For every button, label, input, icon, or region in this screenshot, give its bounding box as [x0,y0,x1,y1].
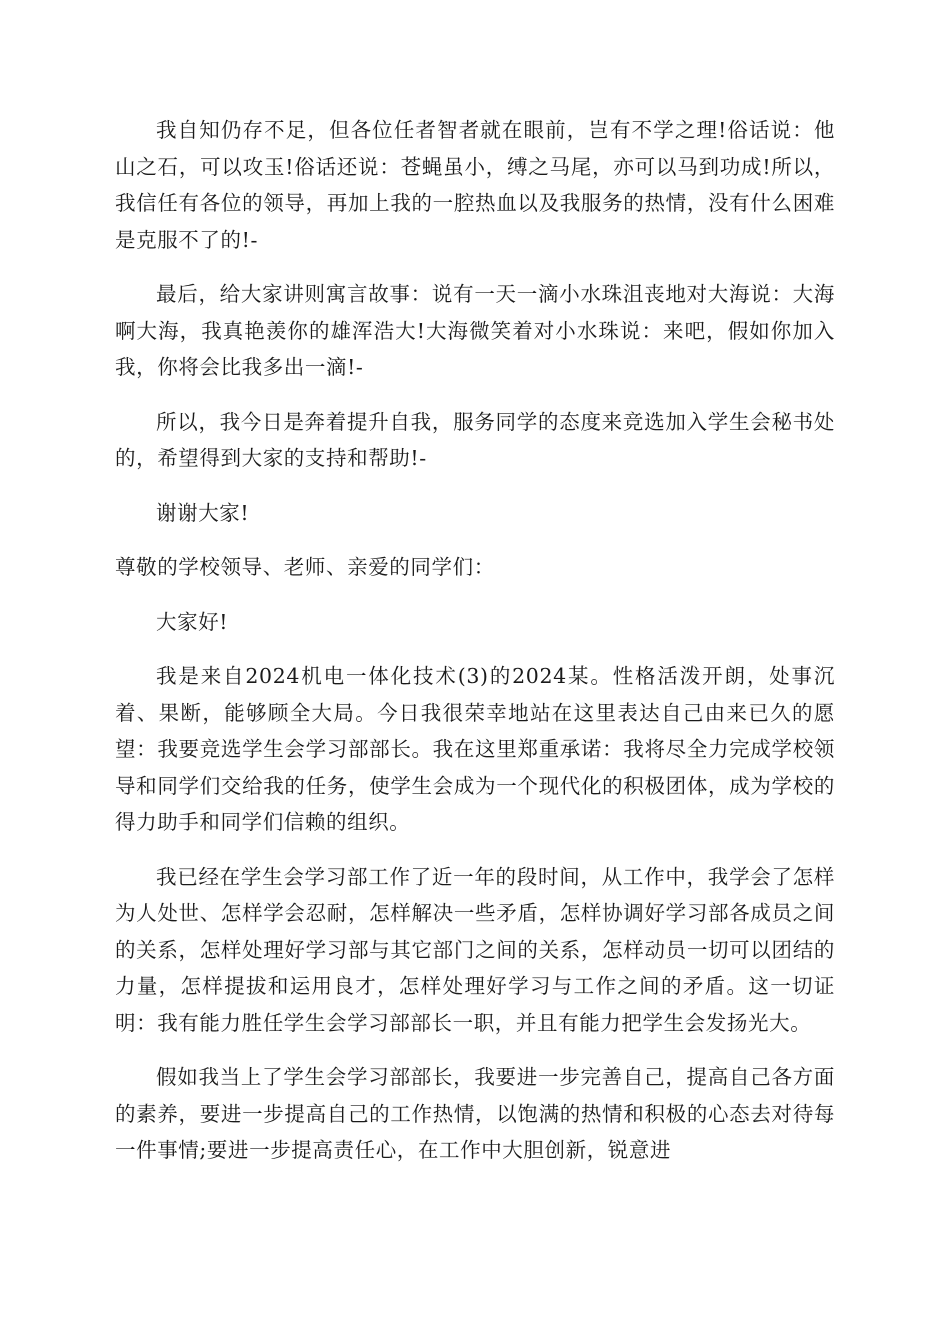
paragraph-salutation: 尊敬的学校领导、老师、亲爱的同学们： [115,555,495,579]
paragraph-introduction: 我是来自2024机电一体化技术(3)的2024某。性格活泼开朗，处事沉着、果断，能够顾全大局。今日我很荣幸地站在这里表达自己由来已久的愿望：我要竞选学生会学习部部长。我在这里郑重承诺：我将尽全力完成学校领导和同学们交给我的任务，使学生会成为一个现代化的积极团体，成为学校的得力助手和同学们信赖的组织。 [115,664,835,834]
paragraph-experience: 我已经在学生会学习部工作了近一年的段时间，从工作中，我学会了怎样为人处世、怎样学会忍耐，怎样解决一些矛盾，怎样协调好学习部各成员之间的关系，怎样处理好学习部与其它部门之间的关系，怎样动员一切可以团结的力量，怎样提拔和运用良才，怎样处理好学习与工作之间的矛盾。这一切证明：我有能力胜任学生会学习部部长一职，并且有能力把学生会发扬光大。 [115,864,835,1035]
document-body [115,112,835,1187]
paragraph-plans: 假如我当上了学生会学习部部长，我要进一步完善自己，提高自己各方面的素养，要进一步提高自己的工作热情，以饱满的热情和积极的心态去对待每一件事情;要进一步提高责任心，在工作中大胆创新，锐意进 [115,1065,835,1162]
paragraph-conclusion: 所以，我今日是奔着提升自我，服务同学的态度来竞选加入学生会秘书处的，希望得到大家的支持和帮助!- [115,409,835,470]
paragraph-greeting: 大家好! [156,609,229,634]
paragraph-thanks: 谢谢大家! [156,500,250,525]
paragraph-self-reflection: 我自知仍存不足，但各位任者智者就在眼前，岂有不学之理!俗话说：他山之石，可以攻玉!俗话还说：苍蝇虽小，缚之马尾，亦可以马到功成!所以，我信任有各位的领导，再加上我的一腔热血以及我服务的热情，没有什么困难是克服不了的!- [115,118,835,252]
paragraph-fable: 最后，给大家讲则寓言故事：说有一天一滴小水珠沮丧地对大海说：大海啊大海，我真艳羡你的雄浑浩大!大海微笑着对小水珠说：来吧，假如你加入我，你将会比我多出一滴!- [115,282,835,379]
